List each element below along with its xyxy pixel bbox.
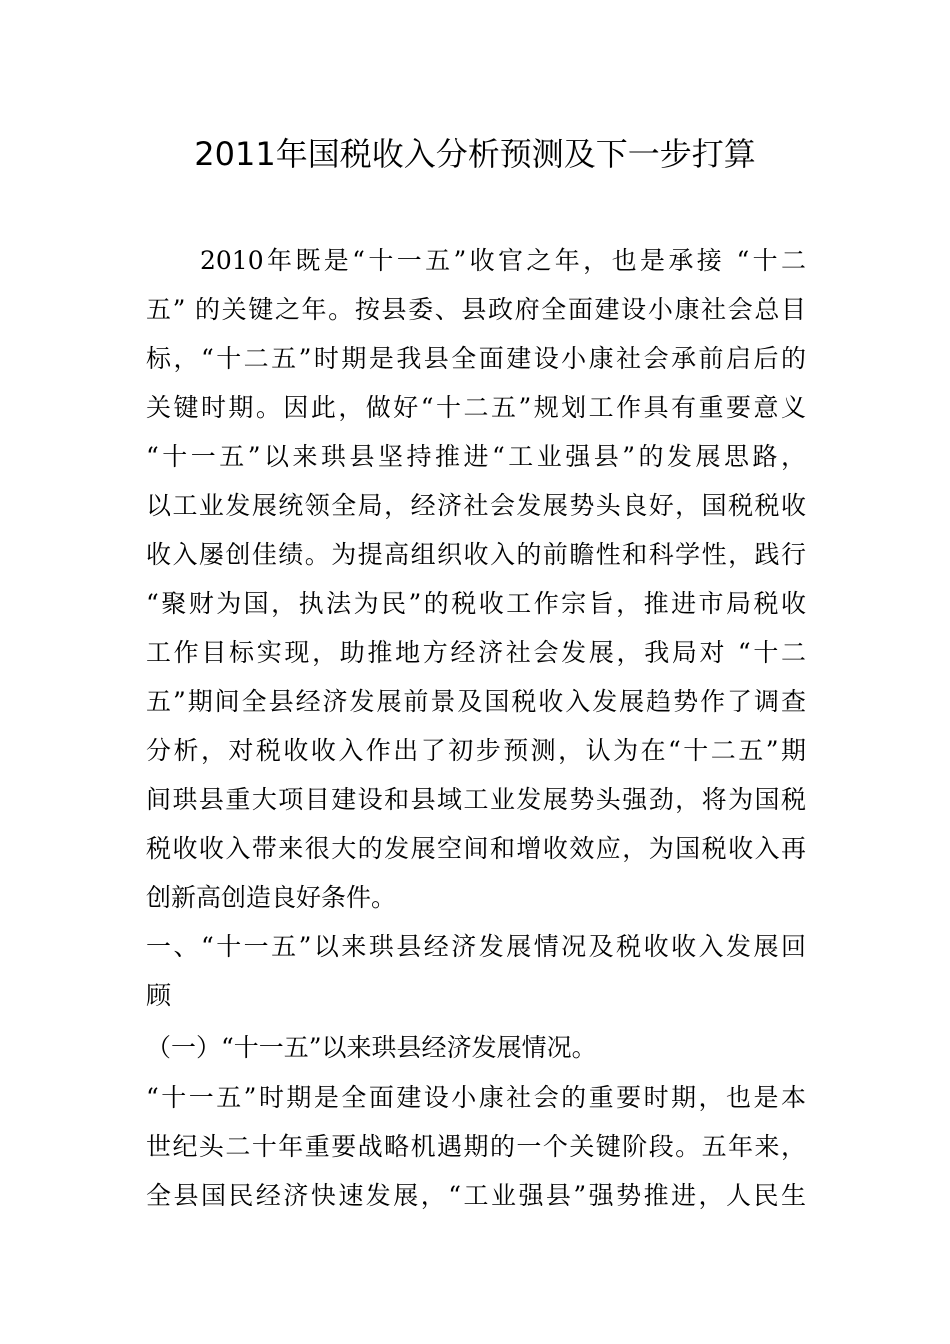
text-line: “十一五”时期是全面建设小康社会的重要时期，也是本 bbox=[146, 1083, 806, 1112]
text-line: 创新高创造良好条件。 bbox=[146, 883, 397, 912]
text-line: 顾 bbox=[146, 981, 172, 1010]
text-line: 分析，对税收收入作出了初步预测，认为在“十二五”期 bbox=[146, 736, 806, 765]
text-line: （一）“十一五”以来珙县经济发展情况。 bbox=[146, 1033, 597, 1062]
text-line: 2010年既是“十一五”收官之年，也是承接 “十二 bbox=[200, 246, 806, 275]
text-line: 世纪头二十年重要战略机遇期的一个关键阶段。五年来， bbox=[146, 1132, 806, 1161]
section-heading-1 bbox=[146, 922, 806, 1020]
text-line: 五”期间全县经济发展前景及国税收入发展趋势作了调查 bbox=[146, 687, 806, 716]
text-line: 间珙县重大项目建设和县域工业发展势头强劲，将为国税 bbox=[146, 785, 806, 814]
body-paragraph-2 bbox=[146, 1073, 806, 1220]
text-line: 工作目标实现，助推地方经济社会发展，我局对 “十二 bbox=[146, 638, 806, 667]
text-line: 全县国民经济快速发展，“工业强县”强势推进，人民生 bbox=[146, 1181, 806, 1210]
subsection-heading-1 bbox=[146, 1023, 806, 1072]
text-line: 标，“十二五”时期是我县全面建设小康社会承前启后的 bbox=[146, 344, 806, 373]
intro-paragraph bbox=[146, 236, 806, 922]
text-line: 税收收入带来很大的发展空间和增收效应，为国税收入再 bbox=[146, 834, 806, 863]
text-line: “十一五”以来珙县坚持推进“工业强县”的发展思路， bbox=[146, 442, 806, 471]
text-line: “聚财为国，执法为民”的税收工作宗旨，推进市局税收 bbox=[146, 589, 806, 618]
document-title: 2011年国税收入分析预测及下一步打算 bbox=[194, 135, 756, 173]
text-line: 以工业发展统领全局，经济社会发展势头良好，国税税收 bbox=[146, 491, 806, 520]
text-line: 关键时期。因此，做好“十二五”规划工作具有重要意义 bbox=[146, 393, 806, 422]
text-line: 一、“十一五”以来珙县经济发展情况及税收收入发展回 bbox=[146, 932, 806, 961]
text-line: 收入屡创佳绩。为提高组织收入的前瞻性和科学性，践行 bbox=[146, 540, 806, 569]
text-line: 五” 的关键之年。按县委、县政府全面建设小康社会总目 bbox=[146, 295, 806, 324]
